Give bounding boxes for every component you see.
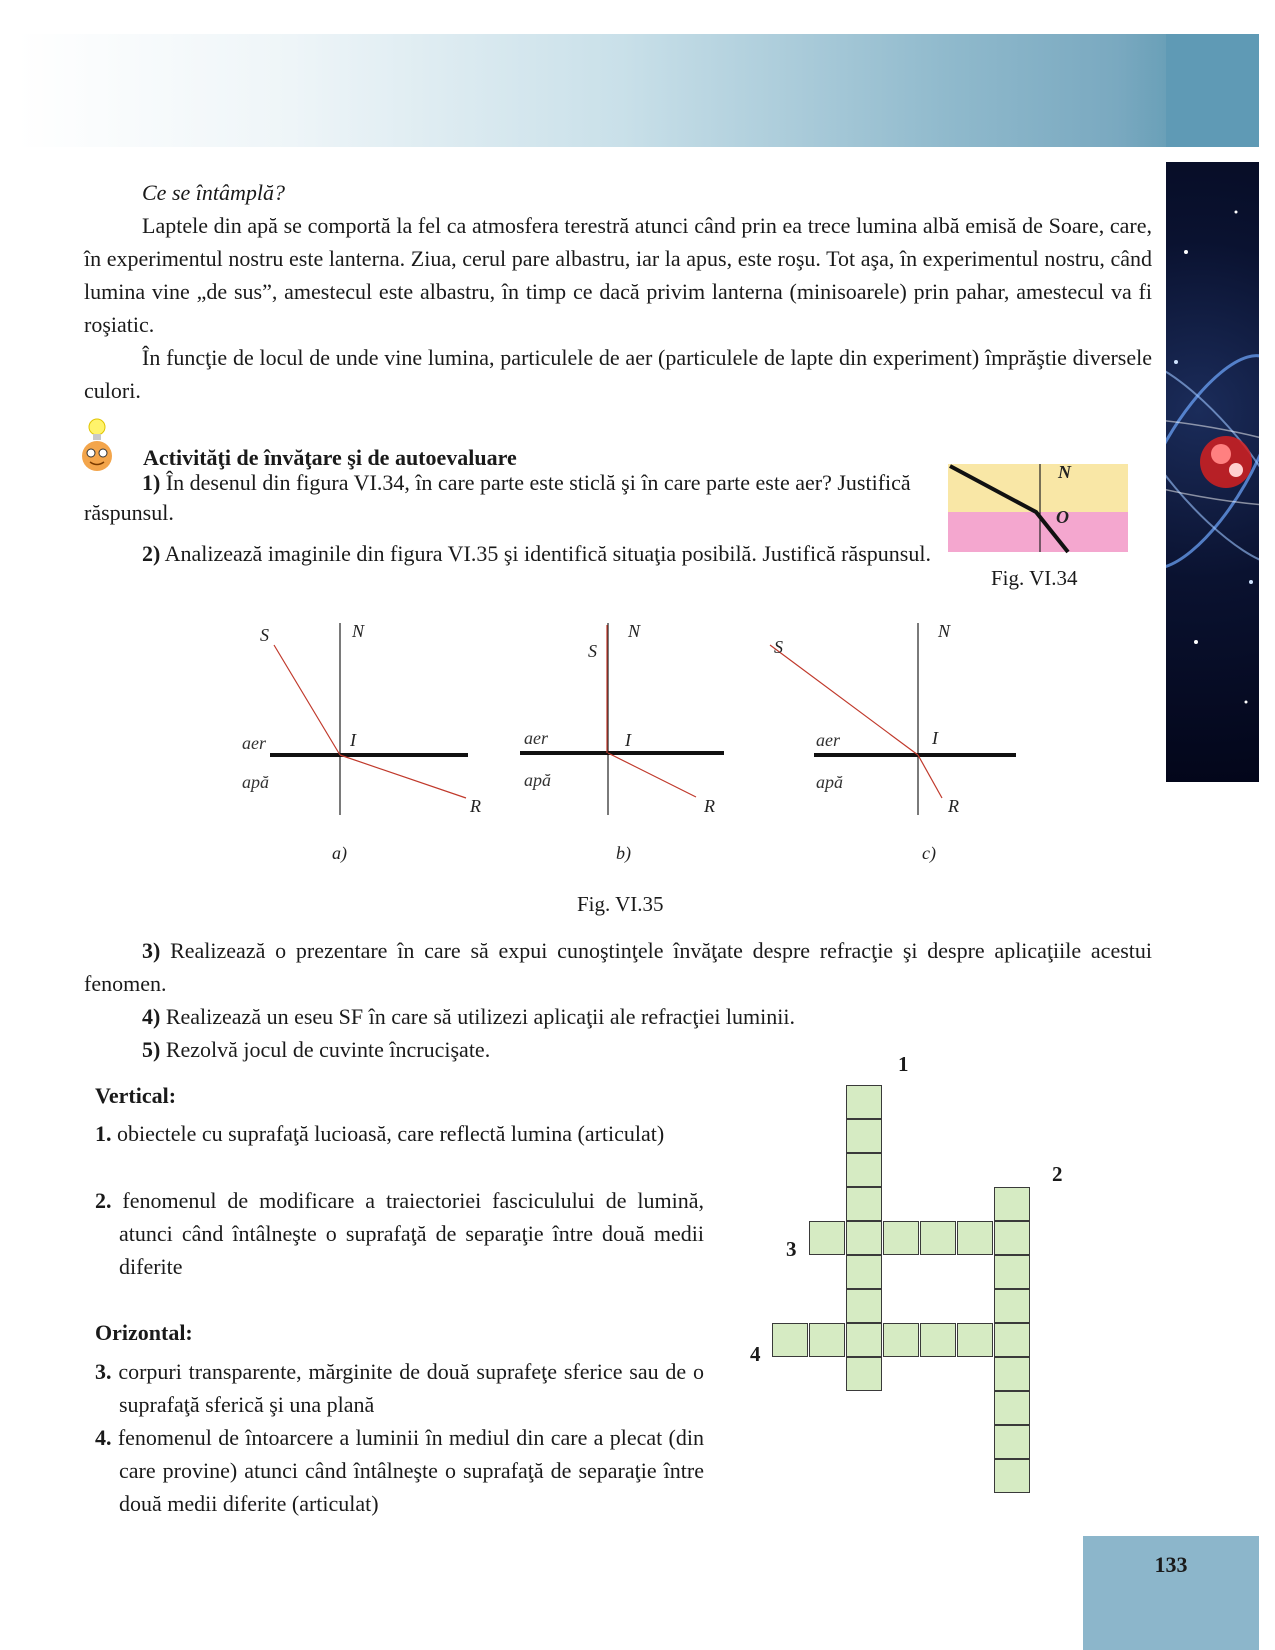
horizontal-clue-3-number: 3. <box>95 1359 112 1384</box>
fig34-upper-medium <box>948 464 1128 512</box>
horizontal-clue-4-text: fenomenul de întoarcere a luminii în mediul din care a plecat (din care provine) atunci când întâlneşte o suprafaţă de separaţie între două medii diferite (articulat) <box>117 1425 704 1516</box>
page-number: 133 <box>1154 1552 1188 1577</box>
question-2-number: 2) <box>142 541 161 566</box>
question-5-text: Rezolvă jocul de cuvinte încrucişate. <box>165 1037 491 1062</box>
vertical-clue-2-text: fenomenul de modificare a traiectoriei fasciculului de lumină, atunci când întâlneşte o suprafaţă de separaţie între două medii diferite <box>119 1188 704 1279</box>
question-heading: Ce se întâmplă? <box>142 180 285 205</box>
crossword-cell[interactable] <box>994 1425 1030 1459</box>
panel-a-incident-ray <box>274 645 340 755</box>
question-1-number: 1) <box>142 470 161 495</box>
panel-c-label-s: S <box>774 637 783 657</box>
panel-a-label-air: aer <box>242 733 266 753</box>
question-5-number: 5) <box>142 1037 161 1062</box>
student-icon <box>80 418 124 474</box>
header-tab <box>1166 34 1259 147</box>
panel-b-label-r: R <box>704 796 715 816</box>
crossword-cell[interactable] <box>883 1323 919 1357</box>
crossword-cell[interactable] <box>846 1153 882 1187</box>
panel-b-label-n: N <box>628 621 641 641</box>
crossword-cell[interactable] <box>994 1221 1030 1255</box>
panel-a-label-s: S <box>260 625 269 645</box>
panel-b-label-i: I <box>625 730 631 750</box>
panel-c-label-air: aer <box>816 730 840 750</box>
question-4-number: 4) <box>142 1004 161 1029</box>
fig35-panel-b <box>520 621 724 864</box>
panel-a-label: a) <box>332 843 347 863</box>
crossword-cell[interactable] <box>846 1085 882 1119</box>
panel-c-label-water: apă <box>816 772 843 792</box>
crossword-cell[interactable] <box>957 1221 993 1255</box>
paragraph-milk: Laptele din apă se comportă la fel ca atmosfera terestră atunci când prin ea trece lumina albă emisă de Soare, care, în experimentul nostru este lanterna. Ziua, cerul pare albastru, iar la apus, este roşu. Tot aşa, în experimentul nostru, când lumina vine „de sus”, amestecul este albastru, în timp ce dacă privim lanterna (minisoarele) prin pahar, amestecul va fi roşiatic. <box>84 213 1152 337</box>
panel-b-label-water: apă <box>524 770 551 790</box>
crossword-cell[interactable] <box>994 1255 1030 1289</box>
panel-a-label-n: N <box>352 621 365 641</box>
crossword-cell[interactable] <box>809 1221 845 1255</box>
panel-a-label-r: R <box>470 796 481 816</box>
panel-a-label-water: apă <box>242 772 269 792</box>
panel-c-incident-ray <box>770 645 918 755</box>
panel-a-refracted-ray <box>340 755 466 798</box>
horizontal-clues-title: Orizontal: <box>95 1320 193 1345</box>
question-2-text: Analizează imaginile din figura VI.35 şi identifică situaţia posibilă. Justifică răspunsul. <box>164 541 931 566</box>
vertical-clue-2 <box>95 1184 704 1283</box>
question-4-text: Realizează un eseu SF în care să utilizezi aplicaţii ale refracţiei luminii. <box>165 1004 795 1029</box>
horizontal-clue-3-text: corpuri transparente, mărginite de două suprafeţe sferice sau de o suprafaţă sferică şi una plană <box>118 1359 705 1417</box>
panel-b-refracted-ray <box>608 753 696 797</box>
vertical-clues-title: Vertical: <box>95 1083 177 1108</box>
crossword-cell[interactable] <box>994 1289 1030 1323</box>
fig34-label-o: O <box>1056 507 1069 527</box>
fig35-caption: Fig. VI.35 <box>577 892 664 916</box>
question-2 <box>84 539 944 569</box>
question-1 <box>84 468 944 528</box>
crossword-cell[interactable] <box>957 1323 993 1357</box>
crossword-cell[interactable] <box>994 1391 1030 1425</box>
question-4 <box>84 1000 1152 1033</box>
panel-a-label-i: I <box>350 730 356 750</box>
vertical-clue-1-number: 1. <box>95 1121 112 1146</box>
vertical-clue-2-number: 2. <box>95 1188 112 1213</box>
crossword-cell[interactable] <box>994 1323 1030 1357</box>
vertical-clue-1-text: obiectele cu suprafaţă lucioasă, care reflectă lumina (articulat) <box>117 1121 665 1146</box>
crossword-cell[interactable] <box>846 1255 882 1289</box>
figure-vi34 <box>948 464 1128 556</box>
atom-decoration-image <box>1166 162 1259 782</box>
crossword-cell[interactable] <box>846 1323 882 1357</box>
fig35-panel-c <box>770 621 1016 864</box>
question-3 <box>84 934 1152 1000</box>
header-band-right <box>1117 34 1166 147</box>
panel-c-refracted-ray <box>918 755 942 798</box>
fig34-lower-medium <box>948 512 1128 552</box>
horizontal-clue-4-number: 4. <box>95 1425 112 1450</box>
fig34-caption: Fig. VI.34 <box>991 566 1078 590</box>
fig34-label-n: N <box>1058 464 1071 482</box>
panel-c-label-i: I <box>932 728 938 748</box>
horizontal-clue-4 <box>95 1421 704 1520</box>
crossword-number-4: 4 <box>750 1342 761 1366</box>
crossword-cell[interactable] <box>920 1323 956 1357</box>
crossword-cell[interactable] <box>994 1187 1030 1221</box>
crossword-number-3: 3 <box>786 1237 797 1261</box>
crossword-number-1: 1 <box>898 1052 909 1076</box>
crossword-cell[interactable] <box>772 1323 808 1357</box>
fig35-panel-a <box>242 621 481 864</box>
horizontal-clue-3 <box>95 1355 704 1421</box>
figure-vi35 <box>230 615 1020 875</box>
crossword-number-2: 2 <box>1052 1162 1063 1186</box>
question-5 <box>84 1033 1152 1066</box>
crossword-cell[interactable] <box>846 1187 882 1221</box>
panel-b-label-s: S <box>588 641 597 661</box>
panel-b-label: b) <box>616 843 631 863</box>
activities-heading: Activităţi de învăţare şi de autoevaluare <box>143 445 517 470</box>
question-3-text: Realizează o prezentare în care să expui cunoştinţele învăţate despre refracţie şi despre aplicaţiile acestui fenomen. <box>84 938 1153 996</box>
panel-b-label-air: aer <box>524 728 548 748</box>
crossword-cell[interactable] <box>994 1459 1030 1493</box>
panel-c-label: c) <box>922 843 936 863</box>
crossword-cell[interactable] <box>846 1119 882 1153</box>
panel-c-label-r: R <box>948 796 959 816</box>
crossword-cell[interactable] <box>994 1357 1030 1391</box>
crossword-cell[interactable] <box>809 1323 845 1357</box>
panel-c-label-n: N <box>938 621 951 641</box>
crossword-cell[interactable] <box>846 1289 882 1323</box>
crossword-cell[interactable] <box>846 1357 882 1391</box>
crossword-cell[interactable] <box>883 1221 919 1255</box>
header-band <box>17 34 1117 147</box>
vertical-clue-1 <box>95 1117 704 1150</box>
crossword-cell[interactable] <box>846 1221 882 1255</box>
paragraph-particles: În funcţie de locul de unde vine lumina, particulele de aer (particulele de lapte din experiment) împrăştie diversele culori. <box>84 345 1152 403</box>
question-1-text: În desenul din figura VI.34, în care parte este sticlă şi în care parte este aer? Justifică răspunsul. <box>84 470 911 525</box>
crossword-cell[interactable] <box>920 1221 956 1255</box>
question-3-number: 3) <box>142 938 161 963</box>
